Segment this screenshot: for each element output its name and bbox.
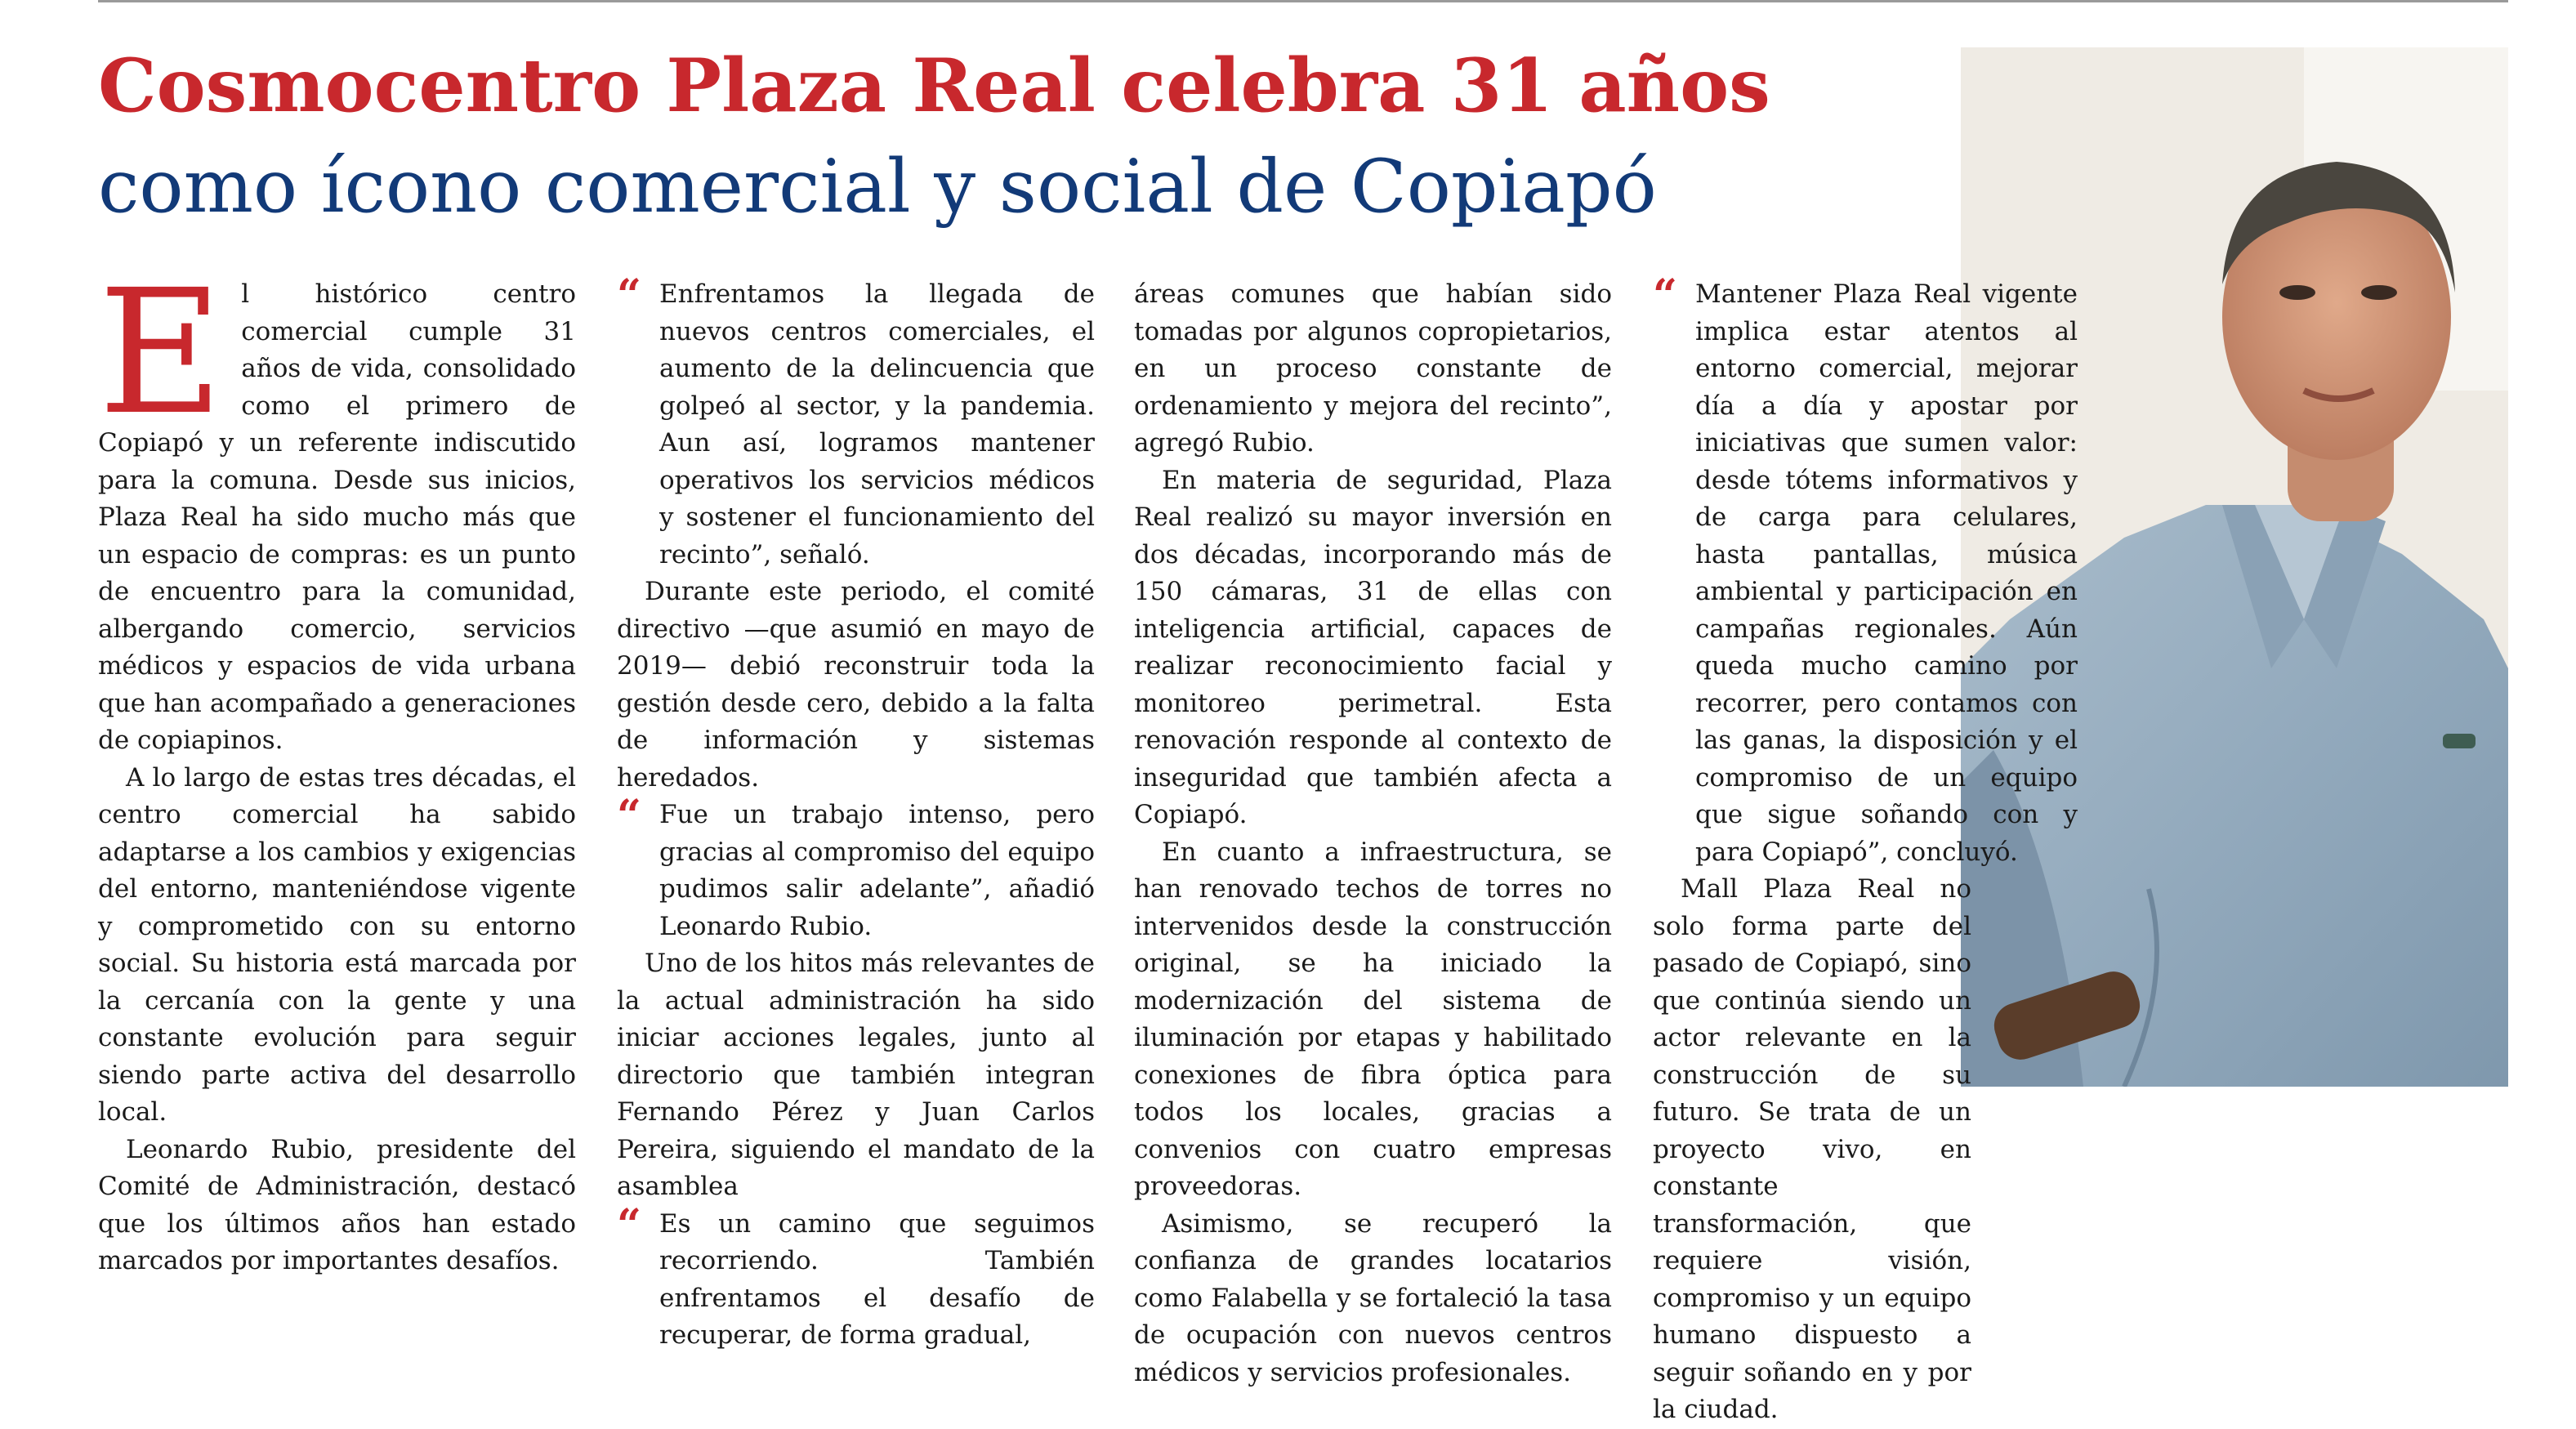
paragraph: Durante este periodo, el comité directivo —que asumió en mayo de 2019— debió reconstruir toda la gestión desde cero, debido a la falta de información y sistemas heredados. — [617, 577, 1095, 793]
left-double-quote-icon: “ — [1653, 270, 1677, 320]
lead-paragraph-text: l histórico centro comercial cumple 31 años de vida, consolidado como el primero de Copiapó y un referente indiscutido para la comuna. Desde sus inicios, Plaza Real ha sido mucho más que un espacio de compras: es un punto de encuentro para la comunidad, albergando comercio, servicios médicos y espacios de vida urbana que han acompañado a generaciones de copiapinos. — [98, 279, 576, 755]
quote-paragraph — [617, 791, 1095, 945]
drop-cap-letter: E — [98, 252, 224, 453]
article-column-3 — [1134, 276, 1612, 1391]
headline-line-1: Cosmocentro Plaza Real celebra 31 años — [98, 42, 1770, 129]
paragraph: A lo largo de estas tres décadas, el centro comercial ha sabido adaptarse a los cambios y exigencias del entorno, manteniéndose vigente y comprometido con su entorno social. Su historia está marcada por la cercanía con la gente y una constante evolución para seguir siendo parte activa del desarrollo local. — [98, 762, 576, 1127]
lead-paragraph — [98, 252, 576, 760]
quote-paragraph — [617, 270, 1095, 574]
article-column-2 — [617, 270, 1095, 1355]
left-double-quote-icon: “ — [617, 791, 641, 841]
headline-line-2: como ícono comercial y social de Copiapó — [98, 144, 1657, 230]
top-rule — [98, 0, 2508, 2]
article-column-1 — [98, 252, 576, 1280]
paragraph: Leonardo Rubio, presidente del Comité de Administración, destacó que los últimos años han estado marcados por importantes desafíos. — [98, 1134, 576, 1275]
article-column-4 — [1653, 270, 2078, 1429]
quote-text: Fue un trabajo intenso, pero gracias al compromiso del equipo pudimos salir adelante”, añadió Leonardo Rubio. — [659, 800, 1095, 941]
quote-text: Mantener Plaza Real vigente implica estar atentos al entorno comercial, mejorar día a día y apostar por iniciativas que sumen valor: desde tótems informativos y de carga para celulares, hasta pantallas, música ambiental y participación en campañas regionales. Aún queda mucho camino por recorrer, pero contamos con las ganas, la disposición y el compromiso de un equipo que sigue soñando con y para Copiapó”, concluyó. — [1695, 279, 2078, 867]
quote-paragraph — [1653, 270, 2078, 871]
quote-text: Es un camino que seguimos recorriendo. También enfrentamos el desafío de recuperar, de forma gradual, — [659, 1208, 1095, 1350]
quote-text: Enfrentamos la llegada de nuevos centros comerciales, el aumento de la delincuencia que golpeó al sector, y la pandemia. Aun así, logramos mantener operativos los servicios médicos y sostener el funcionamiento del recinto”, señaló. — [659, 279, 1095, 569]
quote-paragraph — [617, 1199, 1095, 1355]
paragraph: Asimismo, se recuperó la confianza de grandes locatarios como Falabella y se fortaleció la tasa de ocupación con nuevos centros médicos y servicios profesionales. — [1134, 1208, 1612, 1387]
closing-paragraph: Mall Plaza Real no solo forma parte del pasado de Copiapó, sino que continúa siendo un actor relevante en la construcción de su futuro. Se trata de un proyecto vivo, en constante transformación, que requiere visión, compromiso y un equipo humano dispuesto a seguir soñando en y por la ciudad. — [1653, 874, 1971, 1424]
left-double-quote-icon: “ — [617, 270, 641, 320]
paragraph: Uno de los hitos más relevantes de la actual administración ha sido iniciar acciones legales, junto al directorio que también integran Fernando Pérez y Juan Carlos Pereira, siguiendo el mandato de la asamblea — [617, 949, 1095, 1201]
paragraph-continuation: áreas comunes que habían sido tomadas por algunos copropietarios, en un proceso constante de ordenamiento y mejora del recinto”, agregó Rubio. — [1134, 279, 1612, 458]
paragraph: En materia de seguridad, Plaza Real realizó su mayor inversión en dos décadas, incorporando más de 150 cámaras, 31 de ellas con inteligencia artificial, capaces de realizar reconocimiento facial y monitoreo perimetral. Esta renovación responde al contexto de inseguridad que también afecta a Copiapó. — [1134, 465, 1612, 829]
paragraph: En cuanto a infraestructura, se han renovado techos de torres no intervenidos desde la construcción original, se ha iniciado la modernización del sistema de iluminación por etapas y habilitado conexiones de fibra óptica para todos los locales, gracias a convenios con cuatro empresas proveedoras. — [1134, 837, 1612, 1201]
left-double-quote-icon: “ — [617, 1199, 641, 1250]
